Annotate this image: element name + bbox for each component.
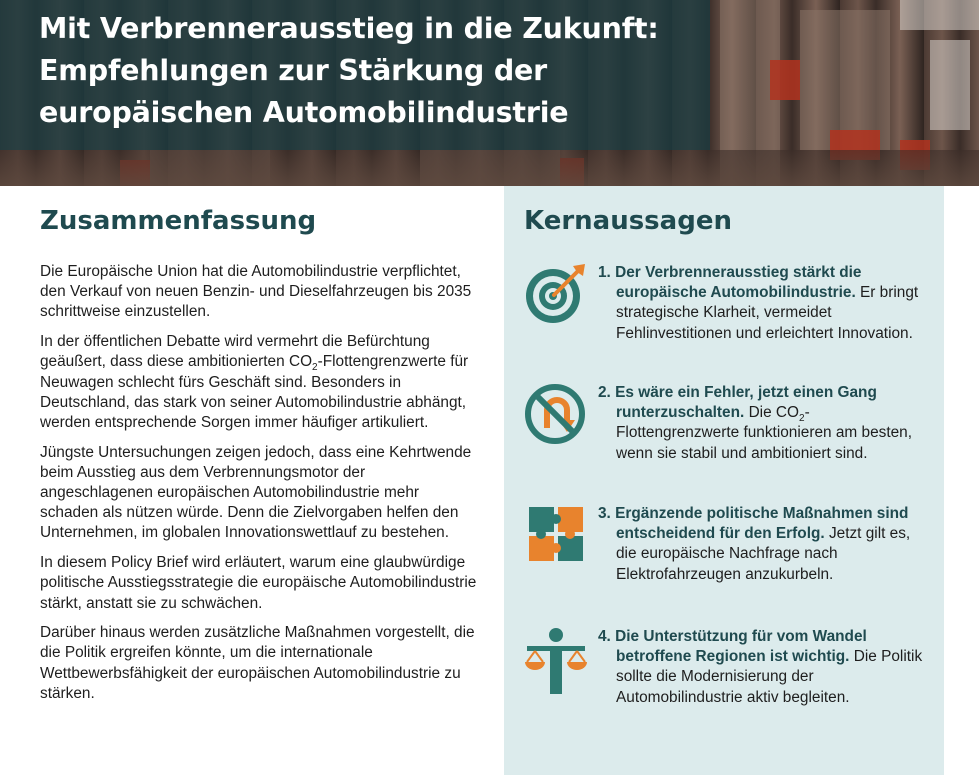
key-point-2 [598, 383, 928, 464]
summary-text: In der öffentlichen Debatte wird vermehrt die Befürchtung geäußert, dass diese ambitionierten CO [40, 333, 430, 371]
summary-paragraph: Jüngste Untersuchungen zeigen jedoch, dass eine Kehrtwende beim Ausstieg aus dem Verbrennungsmotor der angeschlagenen europäischen Automobilindustrie mehr schaden als nützen würde. Denn die Zielvorgaben helfen den Unternehmen, im globalen Innovationswettlauf zu bestehen. [40, 443, 472, 542]
header-image [0, 0, 979, 186]
page-title [39, 8, 719, 134]
key-point-number: 2. [598, 384, 611, 401]
puzzle-icon [527, 505, 585, 563]
key-point-text: -Flottengrenzwerte funktionieren am besten, wenn sie stabil und ambitioniert sind. [616, 404, 913, 462]
key-point-lead: Ergänzende politische Maßnahmen sind entscheidend für den Erfolg. [615, 505, 909, 543]
summary-paragraph: Darüber hinaus werden zusätzliche Maßnahmen vorgestellt, die die Politik ergreifen könnte, um die internationale Wettbewerbsfähigkeit der europäischen Automobilindustrie zu stärken. [40, 624, 475, 702]
summary-paragraph [40, 332, 480, 433]
no-u-turn-icon [523, 382, 587, 446]
subscript: 2 [312, 362, 318, 374]
key-point-1 [598, 263, 928, 344]
key-point-lead: Der Verbrennerausstieg stärkt die europäische Automobilindustrie. [615, 264, 862, 302]
key-point-number: 3. [598, 505, 611, 522]
key-point-text: Die Politik sollte die Modernisierung der Automobilindustrie aktiv begleiten. [616, 648, 923, 706]
key-point-number: 1. [598, 264, 611, 281]
target-icon [523, 262, 587, 326]
title-line: Empfehlungen zur Stärkung der [39, 54, 548, 87]
key-point-4 [598, 627, 928, 708]
key-point-text: Er bringt strategische Klarheit, vermeidet Fehlinvestitionen und erleichtert Innovation. [616, 284, 919, 342]
summary-paragraph: Die Europäische Union hat die Automobilindustrie verpflichtet, den Verkauf von neuen Benzin- und Dieselfahrzeugen bis 2035 schrittweise einzustellen. [40, 263, 472, 321]
title-line: Mit Verbrennerausstieg in die Zukunft: [39, 12, 659, 45]
subscript: 2 [799, 413, 805, 425]
key-point-lead: Es wäre ein Fehler, jetzt einen Gang runterzuschalten. [615, 384, 877, 422]
key-point-text: Jetzt gilt es, die europäische Nachfrage nach Elektrofahrzeugen anzukurbeln. [616, 525, 911, 583]
summary-body [40, 262, 480, 714]
summary-paragraph: In diesem Policy Brief wird erläutert, warum eine glaubwürdige politische Ausstiegsstrategie die europäische Automobilindustrie stärkt, anstatt sie zu schwächen. [40, 554, 477, 612]
key-points-heading: Kernaussagen [524, 206, 732, 236]
key-point-number: 4. [598, 628, 611, 645]
key-point-lead: Die Unterstützung für vom Wandel betroffene Regionen ist wichtig. [615, 628, 867, 666]
summary-text: -Flottengrenzwerte für Neuwagen schlecht fürs Geschäft sind. Besonders in Deutschland, das stark von seiner Automobilindustrie abhängt, werden entsprechende Sorgen immer häufiger artikuliert. [40, 353, 469, 431]
key-point-3 [598, 504, 928, 585]
title-line: europäischen Automobilindustrie [39, 96, 569, 129]
summary-heading: Zusammenfassung [40, 206, 317, 236]
key-point-text: Die CO [748, 404, 800, 422]
balance-person-icon [523, 626, 589, 696]
